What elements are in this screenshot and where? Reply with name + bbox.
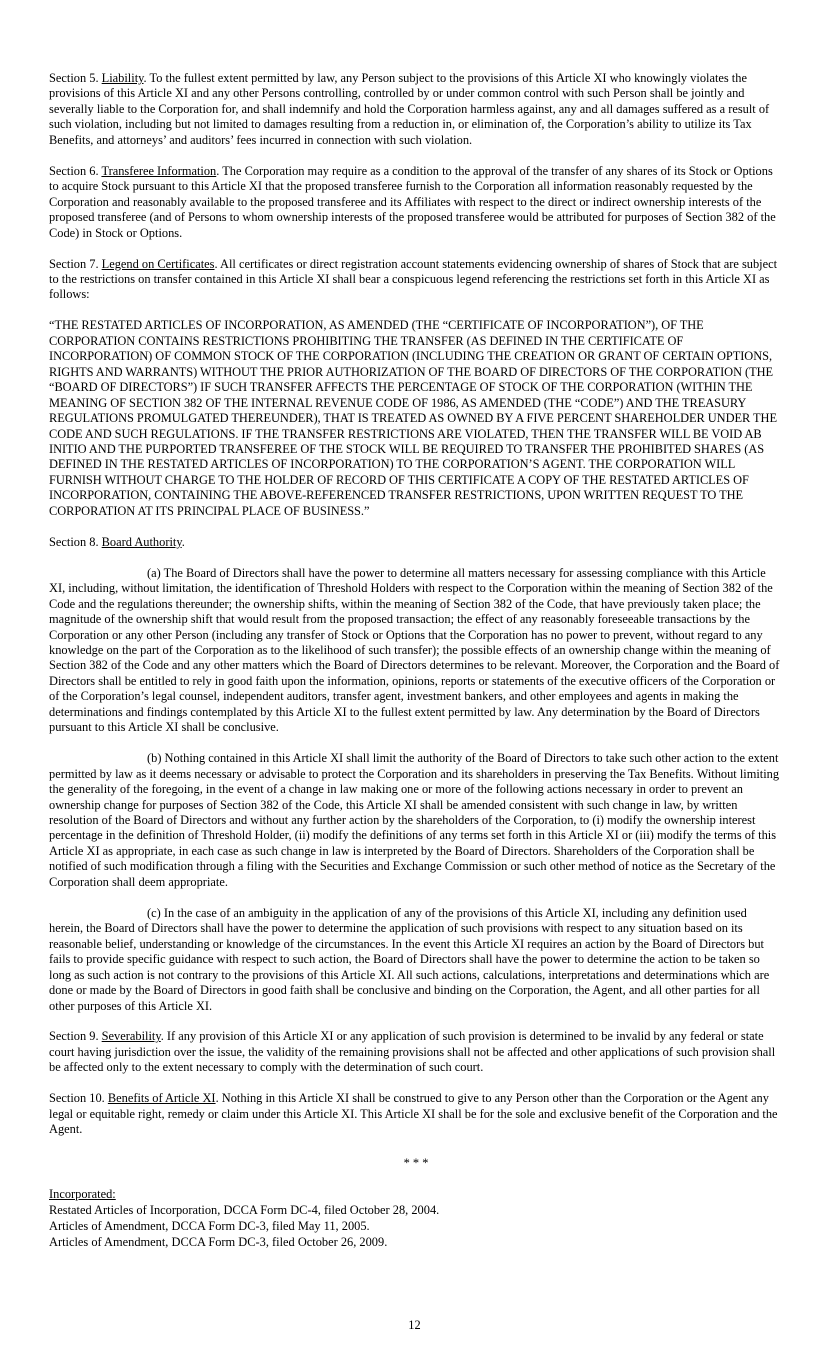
section-8-number: Section 8. [49, 534, 102, 549]
section-9 [49, 1029, 783, 1075]
section-8-suffix: . [181, 534, 185, 549]
section-6 [49, 164, 783, 241]
section-10-title: Benefits of Article XI [107, 1091, 216, 1106]
incorporated-line: Restated Articles of Incorporation, DCCA Form DC-4, filed October 28, 2004. [49, 1203, 440, 1218]
section-7 [49, 257, 783, 303]
section-8-title: Board Authority [101, 534, 182, 549]
incorporated-line: Articles of Amendment, DCCA Form DC-3, filed May 11, 2005. [49, 1219, 370, 1234]
section-9-body: . If any provision of this Article XI or any application of such provision is determined to be invalid by any federal or state court having jurisdiction over the issue, the validity of the remaining provisions shall not be affected and other applications of such provision shall be affected only to the extent necessary to comply with the determination of such court. [49, 1029, 776, 1075]
section-5 [49, 71, 783, 148]
certificate-legend: “THE RESTATED ARTICLES OF INCORPORATION, AS AMENDED (THE “CERTIFICATE OF INCORPORATION”), OF THE CORPORATION CONTAINS RESTRICTIONS PROHIBITING THE TRANSFER (AS DEFINED IN THE CERTIFICATE OF INCORPORATION) OF COMMON STOCK OF THE CORPORATION (INCLUDING THE CREATION OR GRANT OF CERTAIN OPTIONS, RIGHTS AND WARRANTS) WITHOUT THE PRIOR AUTHORIZATION OF THE BOARD OF DIRECTORS OF THE CORPORATION (THE “BOARD OF DIRECTORS”) IF SUCH TRANSFER AFFECTS THE PERCENTAGE OF STOCK OF THE CORPORATION (WITHIN THE MEANING OF SECTION 382 OF THE INTERNAL REVENUE CODE OF 1986, AS AMENDED (THE “CODE”) AND THE TREASURY REGULATIONS PROMULGATED THEREUNDER), THAT IS TREATED AS OWNED BY A FIVE PERCENT SHAREHOLDER UNDER THE CODE AND SUCH REGULATIONS. IF THE TRANSFER RESTRICTIONS ARE VIOLATED, THEN THE TRANSFER WILL BE VOID AB INITIO AND THE PURPORTED TRANSFEREE OF THE STOCK WILL BE REQUIRED TO TRANSFER THE PROHIBITED SHARES (AS DEFINED IN THE RESTATED ARTICLES OF INCORPORATION) TO THE CORPORATION’S AGENT. THE CORPORATION WILL FURNISH WITHOUT CHARGE TO THE HOLDER OF RECORD OF THIS CERTIFICATE A COPY OF THE RESTATED ARTICLES OF INCORPORATION, CONTAINING THE ABOVE-REFERENCED TRANSFER RESTRICTIONS, UPON WRITTEN REQUEST TO THE CORPORATION AT ITS PRINCIPAL PLACE OF BUSINESS.” [49, 318, 777, 518]
incorporated-heading: Incorporated: [49, 1187, 116, 1202]
section-10-body: . Nothing in this Article XI shall be construed to give to any Person other than the Corporation or the Agent any legal or equitable right, remedy or claim under this Article XI. This Article XI shall be for the sole and exclusive benefit of the Corporation and the Agent. [49, 1091, 778, 1137]
section-7-title: Legend on Certificates [101, 256, 215, 271]
section-5-body: . To the fullest extent permitted by law, any Person subject to the provisions of this Article XI who knowingly violates the provisions of this Article XI and any other Persons controlling, controlled by or under common control with such Person shall be jointly and severally liable to the Corporation for, and shall indemnify and hold the Corporation harmless against, any and all damages suffered as a result of such violation, including but not limited to damages resulting from a reduction in, or elimination of, the Corporation’s ability to utilize its Tax Benefits, and attorneys’ and auditors’ fees incurred in connection with such violation. [49, 71, 770, 147]
incorporated-line: Articles of Amendment, DCCA Form DC-3, filed October 26, 2009. [49, 1235, 388, 1250]
section-6-body: . The Corporation may require as a condition to the approval of the transfer of any shares of its Stock or Options to acquire Stock pursuant to this Article XI that the proposed transferee furnish to the Corporation all information reasonably requested by the Corporation and reasonably available to the proposed transferee and its Affiliates with respect to the direct or indirect ownership interests of the proposed transferee (and of Persons to whom ownership interests of the proposed transferee would be attributed for purposes of Section 382 of the Code) in Stock or Options. [49, 163, 776, 240]
section-6-number: Section 6. [49, 163, 102, 178]
page-number: 12 [408, 1318, 421, 1332]
section-8-c [49, 906, 783, 1014]
section-10-number: Section 10. [49, 1091, 108, 1106]
section-separator: * * * [403, 1155, 429, 1170]
section-8-heading [49, 535, 783, 550]
section-5-title: Liability [101, 71, 144, 85]
section-8-b [49, 751, 783, 890]
section-8-c-text: (c) In the case of an ambiguity in the application of any of the provisions of this Article XI, including any definition used herein, the Board of Directors shall have the power to determine the application of such provisions with respect to any situation based on its reasonable belief, understanding or knowledge of the circumstances. In the event this Article XI requires an action by the Board of Directors but fails to provide specific guidance with respect to such action, the Board of Directors shall have the power to determine the action to be taken so long as such action is not contrary to the provisions of this Article XI. All such actions, calculations, interpretations and determinations which are done or made by the Board of Directors in good faith shall be conclusive and binding on the Corporation, the Agent, and all other parties for all other purposes of this Article XI. [49, 905, 770, 1013]
document-body [49, 71, 783, 1250]
section-6-title: Transferee Information [101, 163, 217, 178]
section-8-b-text: (b) Nothing contained in this Article XI shall limit the authority of the Board of Directors to take such other action to the extent permitted by law as it deems necessary or advisable to protect the Corporation and its shareholders in preserving the Tax Benefits. Without limiting the generality of the foregoing, in the event of a change in law making one or more of the following actions necessary in order to prevent an ownership change for purposes of Section 382 of the Code, this Article XI shall be amended consistent with such change in law, by written resolution of the Board of Directors and without any further action by the shareholders of the Corporation, to (i) modify the ownership interest percentage in the definition of Threshold Holder, (ii) modify the definitions of any terms set forth in this Article XI or (iii) modify the terms of this Article XI as appropriate, in each case as such change in law is interpreted by the Board of Directors. Shareholders of the Corporation shall be notified of such modification through a filing with the Securities and Exchange Commission or such other method of notice as the Secretary of the Corporation shall deem appropriate. [49, 751, 780, 889]
section-8-a [49, 566, 783, 736]
section-9-title: Severability [101, 1029, 161, 1044]
section-9-number: Section 9. [49, 1029, 102, 1044]
section-10 [49, 1091, 783, 1137]
section-8-a-text: (a) The Board of Directors shall have the power to determine all matters necessary for assessing compliance with this Article XI, including, without limitation, the identification of Threshold Holders with respect to the Corporation within the meaning of Section 382 of the Code and the regulations thereunder; the ownership shifts, within the meaning of Section 382 of the Code, that have previously taken place; the magnitude of the ownership shift that would result from the proposed transaction; the effect of any reasonably foreseeable transactions by the Corporation or any other Person (including any transfer of Stock or Options that the Corporation has no power to prevent, without regard to any knowledge on the part of the Corporation as to the likelihood of such transfer); the possible effects of an ownership change within the meaning of Section 382 of the Code and any other matters which the Board of Directors determines to be relevant. Moreover, the Corporation and the Board of Directors shall be entitled to rely in good faith upon the information, opinions, reports or statements of the executive officers of the Corporation or of the Corporation’s legal counsel, independent auditors, transfer agent, investment bankers, and other employees and agents in making the determinations and findings contemplated by this Article XI to the fullest extent permitted by law. Any determination by the Board of Directors pursuant to this Article XI shall be conclusive. [49, 565, 780, 735]
section-7-body: . All certificates or direct registration account statements evidencing ownership of shares of Stock that are subject to the restrictions on transfer contained in this Article XI shall bear a conspicuous legend referencing the restrictions set forth in this Article XI as follows: [49, 256, 778, 302]
section-7-number: Section 7. [49, 256, 102, 271]
section-5-number: Section 5. [49, 71, 102, 85]
incorporated-list [49, 1186, 783, 1250]
